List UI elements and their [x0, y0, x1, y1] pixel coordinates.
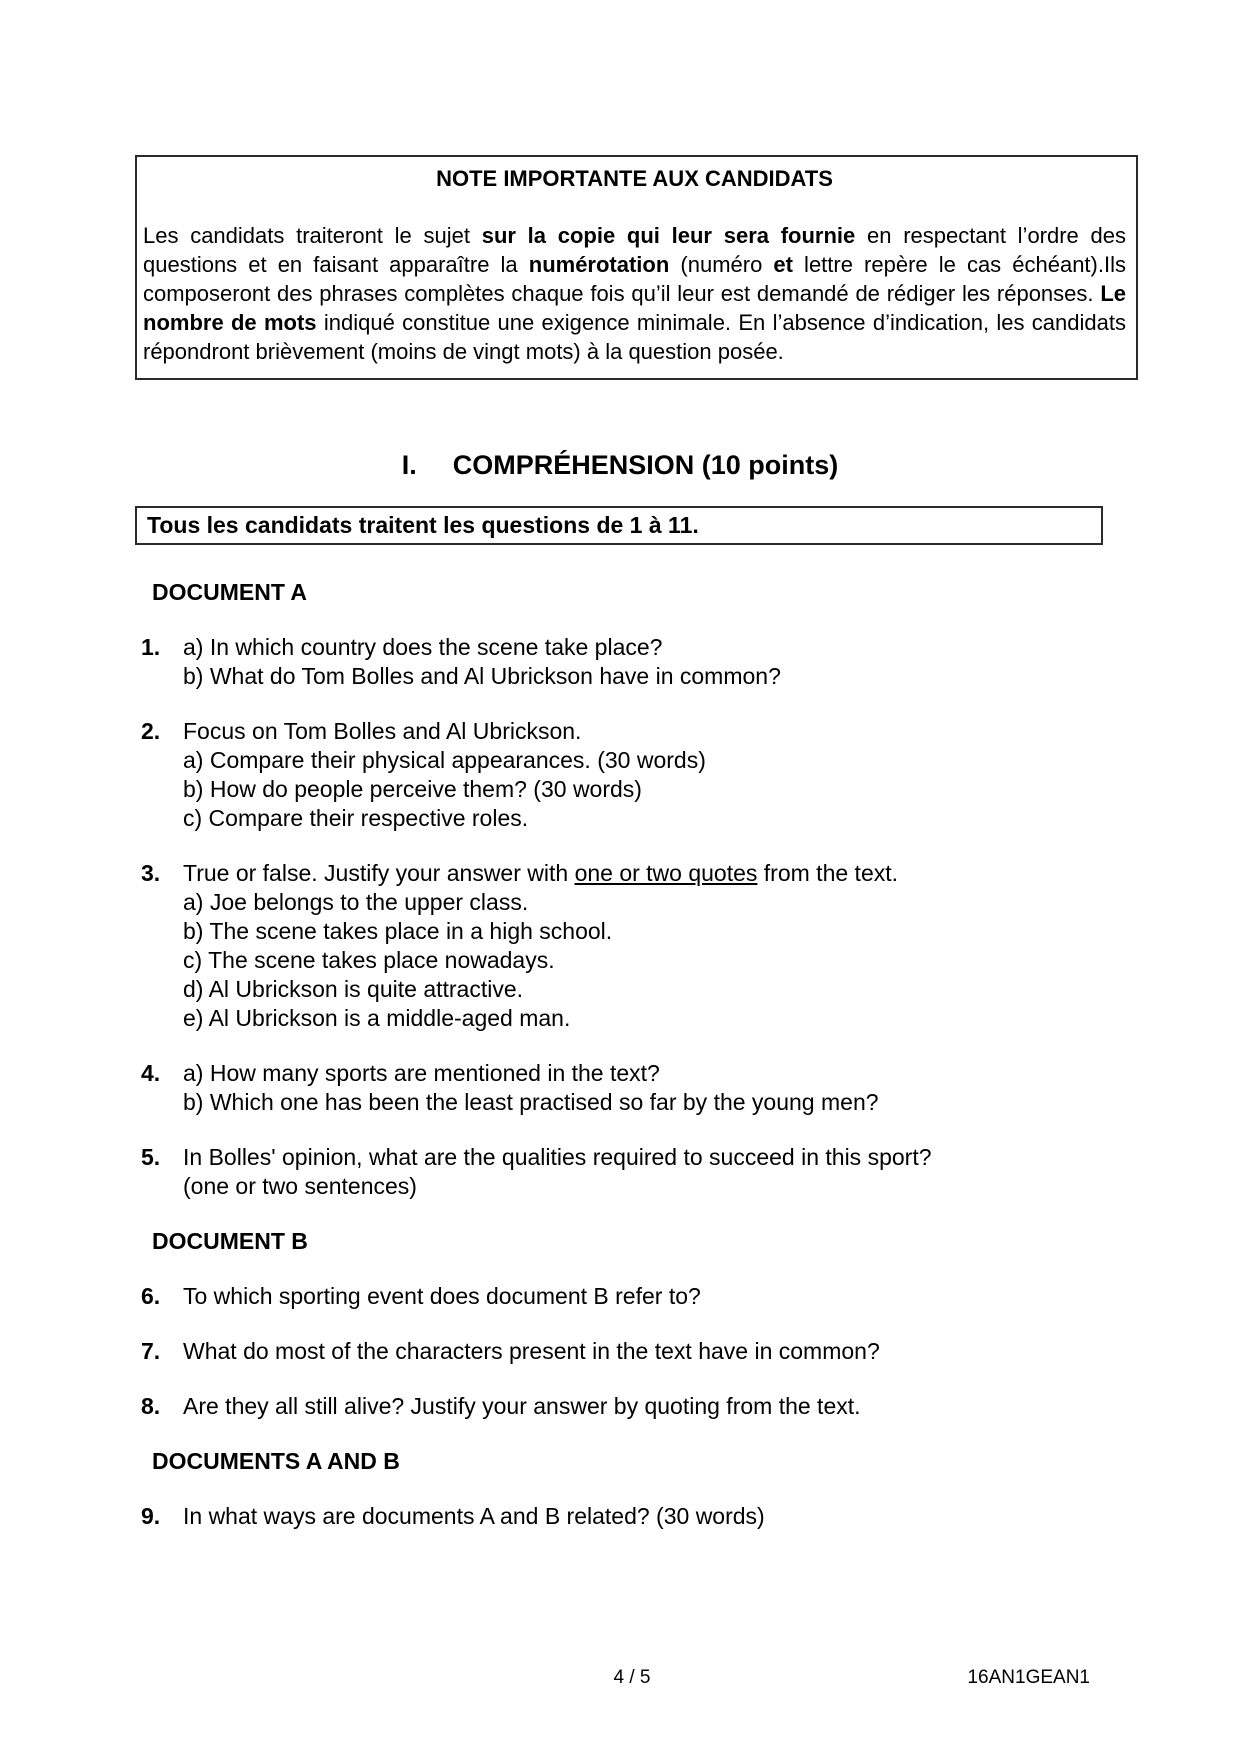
question-intro-segment: from the text. [757, 860, 899, 886]
question-number: 8. [141, 1393, 161, 1419]
question-line: a) Joe belongs to the upper class. [183, 889, 529, 915]
question-1 [141, 633, 1138, 691]
question-6 [141, 1282, 1138, 1311]
footer-document-reference: 16AN1GEAN1 [967, 1667, 1090, 1688]
question-line: Are they all still alive? Justify your answer by quoting from the text. [183, 1393, 861, 1419]
question-5 [141, 1143, 1138, 1201]
question-line: In what ways are documents A and B related? (30 words) [183, 1503, 765, 1529]
note-paragraph-segment: (numéro [669, 252, 774, 277]
section-heading-comprehension [0, 450, 1240, 480]
question-body [183, 1282, 1138, 1311]
footer-page-number: 4 / 5 [613, 1667, 651, 1688]
question-3 [141, 859, 1138, 1033]
question-line: a) How many sports are mentioned in the text? [183, 1060, 660, 1086]
questions-area [141, 578, 1138, 1557]
question-line: What do most of the characters present in the text have in common? [183, 1338, 880, 1364]
question-number: 1. [141, 634, 161, 660]
question-body [183, 1143, 1138, 1201]
section-heading-title: COMPRÉHENSION (10 points) [452, 450, 839, 480]
question-number: 7. [141, 1338, 161, 1364]
note-paragraph-segment-bold: numérotation [528, 252, 670, 277]
question-line: e) Al Ubrickson is a middle-aged man. [183, 1005, 571, 1031]
note-paragraph-segment: indiqué constitue une exigence minimale. En l’absence d’indication, les candidats répondront brièvement (moins de vingt mots) à la question posée. [143, 310, 1126, 364]
note-box [135, 155, 1138, 380]
question-number: 4. [141, 1060, 161, 1086]
question-9 [141, 1502, 1138, 1531]
instruction-text: Tous les candidats traitent les questions de 1 à 11. [147, 512, 699, 538]
note-paragraph-segment: lettre repère le cas échéant).Ils composeront des phrases complètes chaque fois qu’il leur est demandé de rédiger les réponses. [143, 252, 1126, 306]
note-paragraph-segment: en respectant l’ordre des questions et en faisant apparaître la [143, 223, 1126, 277]
question-line [183, 859, 1138, 888]
question-body [183, 1059, 1138, 1117]
question-number: 3. [141, 860, 161, 886]
question-line: c) Compare their respective roles. [183, 805, 529, 831]
section-heading-numeral: I. [401, 450, 417, 480]
note-box-title: NOTE IMPORTANTE AUX CANDIDATS [436, 166, 833, 191]
question-line: c) The scene takes place nowadays. [183, 947, 555, 973]
document-b-heading: DOCUMENT B [152, 1228, 308, 1254]
question-line: d) Al Ubrickson is quite attractive. [183, 976, 524, 1002]
question-line: b) The scene takes place in a high school. [183, 918, 613, 944]
question-body [183, 633, 1138, 691]
question-line: To which sporting event does document B refer to? [183, 1283, 701, 1309]
question-body [183, 1392, 1138, 1421]
question-number: 6. [141, 1283, 161, 1309]
note-paragraph-segment-bold: et [773, 252, 793, 277]
question-body [183, 859, 1138, 1033]
question-body [183, 717, 1138, 833]
question-line: In Bolles' opinion, what are the qualities required to succeed in this sport? [183, 1144, 932, 1170]
question-2 [141, 717, 1138, 833]
question-7 [141, 1337, 1138, 1366]
question-line: a) In which country does the scene take place? [183, 634, 663, 660]
question-number: 9. [141, 1503, 161, 1529]
question-line: Focus on Tom Bolles and Al Ubrickson. [183, 718, 582, 744]
question-intro-segment-underlined: one or two quotes [574, 860, 758, 886]
question-line: b) What do Tom Bolles and Al Ubrickson have in common? [183, 663, 781, 689]
question-body [183, 1337, 1138, 1366]
question-line: (one or two sentences) [183, 1173, 417, 1199]
question-4 [141, 1059, 1138, 1117]
note-paragraph-segment: Les candidats traiteront le sujet [143, 223, 482, 248]
question-body [183, 1502, 1138, 1531]
instruction-box [135, 506, 1103, 545]
question-number: 2. [141, 718, 161, 744]
note-paragraph-segment-bold: sur la copie qui leur sera fournie [481, 223, 856, 248]
note-box-paragraph [143, 221, 1126, 366]
question-number: 5. [141, 1144, 161, 1170]
question-line: a) Compare their physical appearances. (30 words) [183, 747, 706, 773]
question-line: b) How do people perceive them? (30 words) [183, 776, 642, 802]
question-8 [141, 1392, 1138, 1421]
documents-a-and-b-heading: DOCUMENTS A AND B [152, 1448, 400, 1474]
question-line: b) Which one has been the least practised so far by the young men? [183, 1089, 879, 1115]
document-a-heading: DOCUMENT A [152, 579, 308, 605]
question-intro-segment: True or false. Justify your answer with [183, 860, 575, 886]
note-paragraph-segment-bold: Le nombre de mots [143, 281, 1126, 335]
